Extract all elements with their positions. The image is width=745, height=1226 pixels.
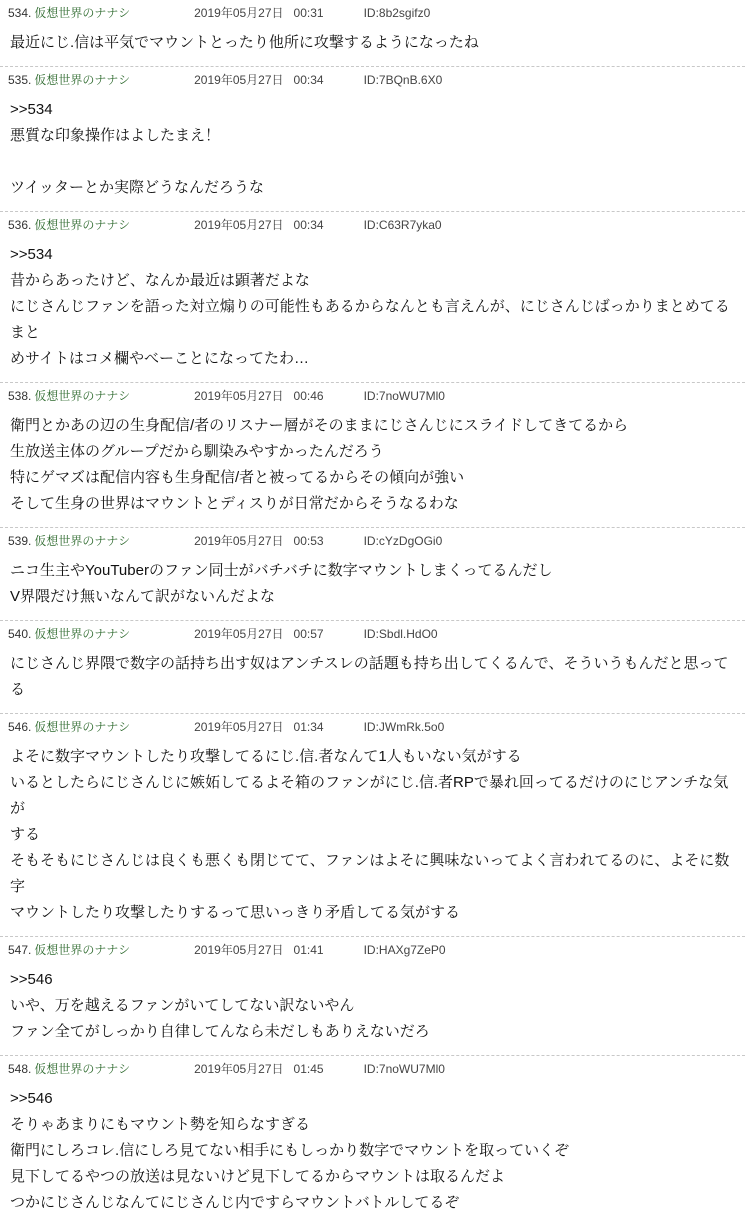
post-id: ID:cYzDgOGi0 <box>363 534 443 548</box>
post-line: ファン全てがしっかり自律してんなら未だしもありえないだろ <box>10 1023 430 1040</box>
post <box>0 0 745 66</box>
post-line: 衛門とかあの辺の生身配信/者のリスナー層がそのままにじさんじにスライドしてきてるから <box>10 417 629 434</box>
post-id: ID:8b2sgifz0 <box>363 6 431 20</box>
post-date: 2019年05月27日 <box>194 218 284 232</box>
post-time: 01:41 <box>293 943 324 957</box>
post-author-name: 仮想世界のナナシ <box>34 943 131 957</box>
post-author-name: 仮想世界のナナシ <box>34 534 131 548</box>
post-body <box>0 238 745 374</box>
post-author-name: 仮想世界のナナシ <box>34 6 131 20</box>
post-header <box>0 620 745 647</box>
post-body <box>0 740 745 928</box>
post-date: 2019年05月27日 <box>194 1062 284 1076</box>
post-time: 00:34 <box>293 218 324 232</box>
post-time: 00:31 <box>293 6 324 20</box>
post-id: ID:JWmRk.5o0 <box>363 720 445 734</box>
post-id: ID:7noWU7Ml0 <box>363 1062 445 1076</box>
post-number[interactable]: 535. <box>8 73 32 87</box>
post-author-name: 仮想世界のナナシ <box>34 73 131 87</box>
post-body <box>0 647 745 705</box>
post-number[interactable]: 534. <box>8 6 32 20</box>
post-line: 生放送主体のグループだから馴染みやすかったんだろう <box>10 443 384 460</box>
post-header <box>0 713 745 740</box>
post-body <box>0 409 745 519</box>
post-line: つかにじさんじなんてにじさんじ内ですらマウントバトルしてるぞ <box>10 1194 460 1211</box>
post-number[interactable]: 539. <box>8 534 32 548</box>
post-line <box>10 149 737 175</box>
post-author-name: 仮想世界のナナシ <box>34 720 131 734</box>
post-id: ID:HAXg7ZeP0 <box>363 943 446 957</box>
post-header <box>0 0 745 26</box>
post-date: 2019年05月27日 <box>194 720 284 734</box>
post-time: 01:34 <box>293 720 324 734</box>
post-header <box>0 1055 745 1082</box>
post <box>0 527 745 620</box>
post-header <box>0 211 745 238</box>
post-line: V界隈だけ無いなんて訳がないんだよな <box>10 588 276 605</box>
post-line: する <box>10 826 41 843</box>
post-line: にじさんじファンを語った対立煽りの可能性もあるからなんとも言えんが、にじさんじばっかりまとめてるまと <box>10 298 730 341</box>
post-header <box>0 66 745 93</box>
post-line: そして生身の世界はマウントとディスりが日常だからそうなるわな <box>10 495 459 512</box>
post-line: 昔からあったけど、なんか最近は顕著だよな <box>10 272 310 289</box>
post-line: よそに数字マウントしたり攻撃してるにじ.信.者なんて1人もいない気がする <box>10 748 522 765</box>
post-number[interactable]: 538. <box>8 389 32 403</box>
post-line: ニコ生主やYouTuberのファン同士がバチバチに数字マウントしまくってるんだし <box>10 562 553 579</box>
post <box>0 66 745 211</box>
post-header <box>0 936 745 963</box>
post-line: いや、万を越えるファンがいてしてない訳ないやん <box>10 997 355 1014</box>
post-number[interactable]: 546. <box>8 720 32 734</box>
post-line: そもそもにじさんじは良くも悪くも閉じてて、ファンはよそに興味ないってよく言われてるのに、よそに数字 <box>10 852 730 895</box>
post-author-name: 仮想世界のナナシ <box>34 1062 131 1076</box>
post <box>0 713 745 936</box>
post-body <box>0 1082 745 1218</box>
post-quote-link[interactable]: >>534 <box>10 101 53 118</box>
post-line: 見下してるやつの放送は見ないけど見下してるからマウントは取るんだよ <box>10 1168 506 1185</box>
post-number[interactable]: 547. <box>8 943 32 957</box>
post-id: ID:7BQnB.6X0 <box>363 73 443 87</box>
post <box>0 936 745 1055</box>
post-time: 01:45 <box>293 1062 324 1076</box>
post-line: いるとしたらにじさんじに嫉妬してるよそ箱のファンがにじ.信.者RPで暴れ回ってるだけのにじアンチな気が <box>10 774 729 817</box>
post-author-name: 仮想世界のナナシ <box>34 389 131 403</box>
post-time: 00:53 <box>293 534 324 548</box>
post-number[interactable]: 536. <box>8 218 32 232</box>
post-line: めサイトはコメ欄やべーことになってたわ… <box>10 350 309 367</box>
post-id: ID:7noWU7Ml0 <box>363 389 445 403</box>
post-line: 最近にじ.信は平気でマウントとったり他所に攻撃するようになったね <box>10 34 479 51</box>
post-body <box>0 26 745 58</box>
post-line: 悪質な印象操作はよしたまえ！ <box>10 127 221 144</box>
post-author-name: 仮想世界のナナシ <box>34 218 131 232</box>
post-date: 2019年05月27日 <box>194 389 284 403</box>
post-id: ID:C63R7yka0 <box>363 218 442 232</box>
post-line: マウントしたり攻撃したりするって思いっきり矛盾してる気がする <box>10 904 461 921</box>
post-header <box>0 527 745 554</box>
post <box>0 620 745 713</box>
post <box>0 211 745 382</box>
post-quote-link[interactable]: >>546 <box>10 1090 53 1107</box>
post-header <box>0 382 745 409</box>
post-line: にじさんじ界隈で数字の話持ち出す奴はアンチスレの話題も持ち出してくるんで、そういうもんだと思ってる <box>10 655 729 698</box>
post-number[interactable]: 548. <box>8 1062 32 1076</box>
post-time: 00:34 <box>293 73 324 87</box>
post-body <box>0 963 745 1047</box>
post-line: 衛門にしろコレ.信にしろ見てない相手にもしっかり数字でマウントを取っていくぞ <box>10 1142 570 1159</box>
post-date: 2019年05月27日 <box>194 6 284 20</box>
post-number[interactable]: 540. <box>8 627 32 641</box>
post-time: 00:57 <box>293 627 324 641</box>
post-id: ID:Sbdl.HdO0 <box>363 627 438 641</box>
post <box>0 382 745 527</box>
post-author-name: 仮想世界のナナシ <box>34 627 131 641</box>
post <box>0 1055 745 1226</box>
post-date: 2019年05月27日 <box>194 943 284 957</box>
post-line: ツイッターとか実際どうなんだろうな <box>10 179 264 196</box>
post-time: 00:46 <box>293 389 324 403</box>
post-body <box>0 93 745 203</box>
post-quote-link[interactable]: >>546 <box>10 971 53 988</box>
post-line: そりゃあまりにもマウント勢を知らなすぎる <box>10 1116 311 1133</box>
post-date: 2019年05月27日 <box>194 534 284 548</box>
post-date: 2019年05月27日 <box>194 73 284 87</box>
post-body <box>0 554 745 612</box>
post-line: 特にゲマズは配信内容も生身配信/者と被ってるからその傾向が強い <box>10 469 465 486</box>
post-quote-link[interactable]: >>534 <box>10 246 53 263</box>
post-date: 2019年05月27日 <box>194 627 284 641</box>
